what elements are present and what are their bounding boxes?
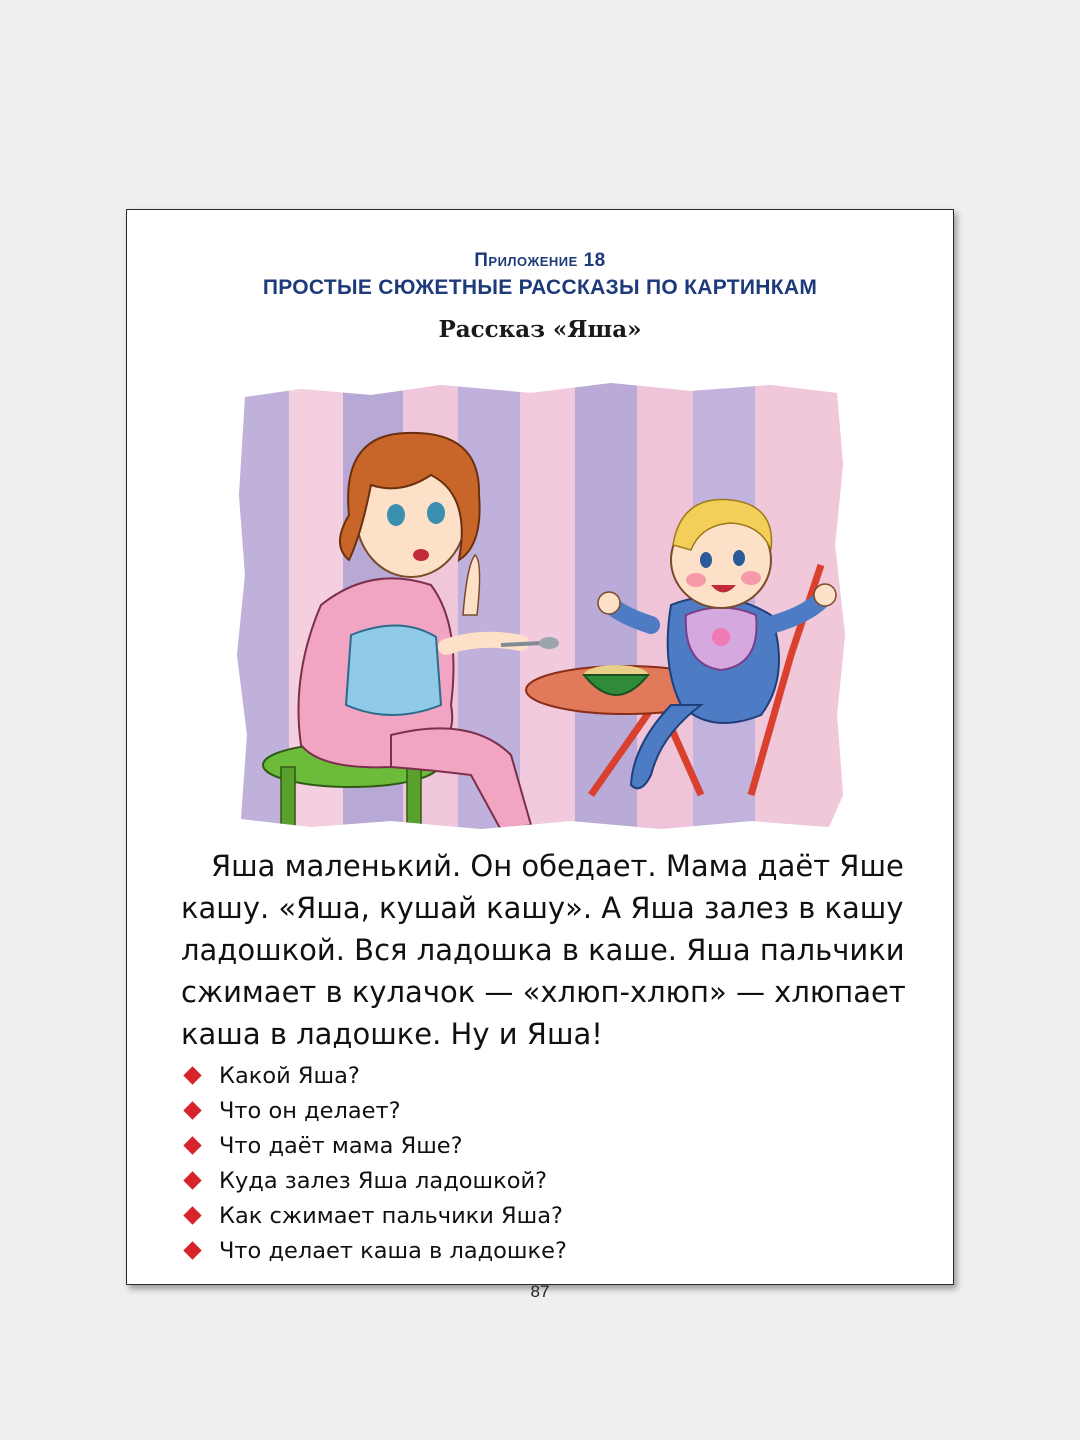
diamond-bullet-icon [183, 1136, 201, 1154]
diamond-bullet-icon [183, 1241, 201, 1259]
diamond-bullet-icon [183, 1171, 201, 1189]
question-list [183, 1058, 567, 1268]
question-item: Какой Яша? [183, 1058, 567, 1093]
question-item: Что даёт мама Яше? [183, 1128, 567, 1163]
illustration-mother-feeding-baby [231, 375, 851, 835]
page-number: 87 [530, 1282, 550, 1301]
section-title: ПРОСТЫЕ СЮЖЕТНЫЕ РАССКАЗЫ ПО КАРТИНКАМ [262, 276, 818, 299]
book-page [126, 209, 954, 1301]
question-item: Как сжимает пальчики Яша? [183, 1198, 567, 1233]
question-item: Что он делает? [183, 1093, 567, 1128]
diamond-bullet-icon [183, 1206, 201, 1224]
story-title: Рассказ «Яша» [438, 316, 642, 343]
diamond-bullet-icon [183, 1066, 201, 1084]
question-item: Что делает каша в ладошке? [183, 1233, 567, 1268]
diamond-bullet-icon [183, 1101, 201, 1119]
story-text: Яша маленький. Он обедает. Мама даёт Яше кашу. «Яша, кушай кашу». А Яша залез в кашу ладошкой. Вся ладошка в каше. Яша пальчики сжимает в кулачок — «хлюп-хлюп» — хлюпает каша в ладошке. Ну и Яша! [181, 849, 906, 1051]
appendix-label: Приложение 18 [474, 250, 606, 271]
question-item: Куда залез Яша ладошкой? [183, 1163, 567, 1198]
